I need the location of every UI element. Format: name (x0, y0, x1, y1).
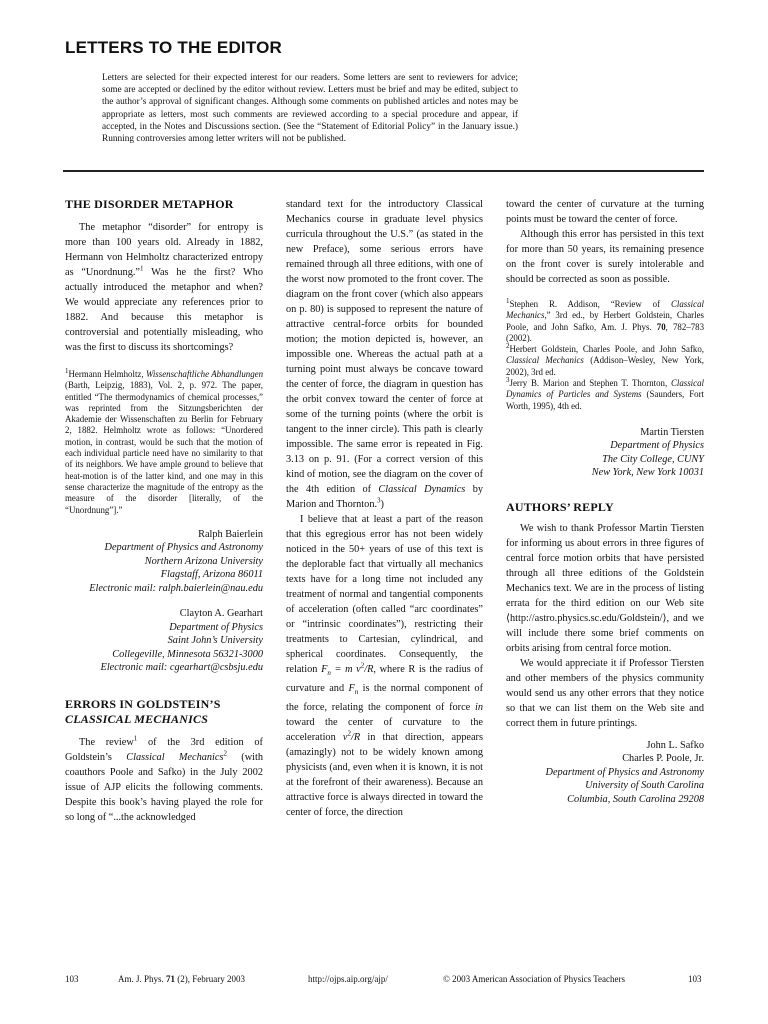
footnote-ref: 1 (139, 264, 144, 273)
paragraph-text: standard text for the introductory Classical Mechanics course in graduate level physics curricula throughout the U.S.” (as stated in the new Preface), some serious errors have remained through all three editions, with one of the worst now promoted to the front cover. The diagram on the front cover (which also appears on p. 80) is supposed to represent the nature of attractive central-force orbits for bounded motion; the motion depicted is, however, an impossible one. Whereas the actual path at a turning point must always be concave toward the center of force, the diagram in question has the orbit convex toward the center of force at some of the turning points (where the orbit is tangent to the inner circle). This path is clearly impossible. The same error is repeated in Fig. 3.13 on p. 91. (For a correct version of this kind of motion, see the diagram on the cover of the 4th edition of (286, 199, 483, 495)
letter-title-line: ERRORS IN GOLDSTEIN’S (65, 696, 221, 711)
footnote-number: 3 (506, 376, 510, 385)
book-title: Classical Mechanics (506, 299, 704, 321)
footnote (506, 378, 704, 412)
equation-superscript: 2 (360, 661, 365, 670)
author-name: Ralph Baierlein (198, 528, 263, 540)
footnote-number: 2 (506, 342, 510, 351)
equation-symbol: F (321, 664, 328, 675)
equation-symbol: v (342, 732, 348, 744)
letter-paragraph: toward the center of curvature at the turning points must be toward the center of force. (506, 199, 704, 225)
reply-paragraph: We wish to thank Professor Martin Tiersten for informing us about errors in three figures of central force motion orbits that have persisted through all three editions of the Goldstein Mechanics text. We are in the process of listing errata for the third edition on our Web site ⟨http://astro.physics.sc.edu/Goldstein/⟩, and we will include there some brief comments on orbits arising from central force motion. (506, 522, 704, 654)
journal-issue: (2), February 2003 (175, 974, 245, 984)
letter-title-line: CLASSICAL MECHANICS (65, 711, 209, 726)
reply-title: AUTHORS’ REPLY (506, 499, 614, 514)
equation-symbol: F (348, 683, 355, 695)
author-affiliation: Saint John’s University (167, 635, 263, 647)
author-email: Electronic mail: ralph.baierlein@nau.edu (89, 582, 263, 594)
footnote-text: Jerry B. Marion and Stephen T. Thornton, (509, 378, 671, 389)
signature-block (506, 739, 704, 807)
author-affiliation: University of South Carolina (585, 780, 704, 792)
editorial-intro: Letters are selected for their expected interest for our readers. Some letters are sent to reviewers for advice; some are accepted or declined by the editor without review. Letters must be brief and may be edited, subject to the author’s approval of significant changes. Although some comments on published articles and notes may be appropriate as letters, most such comments are reviewed according to a special procedure and appear, if accepted, in the Notes and Discussions section. (See the “Statement of Editorial Policy” in the January issue.) Running controversies among letter writers will not be published. (102, 73, 518, 145)
page-number-left: 103 (65, 974, 79, 984)
book-title: Classical Dynamics of Particles and Systems (506, 378, 704, 400)
letter-paragraph (65, 735, 263, 825)
author-address: Flagstaff, Arizona 86011 (160, 569, 263, 581)
paragraph-text: in that direction, appears (amazingly) not to be widely known among physicists (and, even when it is known, it is not at the forefront of their awareness). Because an attractive force is always directed in toward the center of force, the direction (286, 732, 483, 819)
author-name: John L. Safko (646, 739, 704, 751)
footnote (506, 299, 704, 344)
paragraph-text: toward the center of curvature to the acceleration (286, 717, 483, 744)
equation-subscript: n (327, 669, 331, 678)
header-rule (63, 170, 704, 172)
author-affiliation: Department of Physics and Astronomy (104, 542, 263, 554)
letter-paragraph (65, 220, 263, 355)
column-1 (65, 197, 263, 825)
author-name: Martin Tiersten (640, 426, 704, 438)
author-affiliation: Department of Physics (169, 621, 263, 633)
author-address: Columbia, South Carolina 29208 (567, 793, 704, 805)
journal-url[interactable]: http://ojps.aip.org/ajp/ (308, 974, 388, 984)
footnote-number: 1 (506, 297, 510, 306)
signature-block (506, 426, 704, 480)
equation-symbol: /R (351, 732, 361, 744)
book-title: Classical Mechanics (126, 751, 224, 763)
copyright-notice: © 2003 American Association of Physics Teachers (443, 974, 626, 984)
journal-name: Am. J. Phys. (118, 974, 167, 984)
footnote-text: (Saunders, Fort Worth, 1995), 4th ed. (506, 389, 704, 411)
signature-block (65, 528, 263, 596)
letter-paragraph (286, 512, 483, 820)
footnote (506, 344, 704, 378)
page-number-right: 103 (688, 974, 702, 984)
paragraph-text: by Marion and Thornton. (286, 484, 483, 510)
paragraph-text: Was he the first? Who actually introduced the metaphor and when? We would appreciate any references prior to 1882. And because this metaphor is controversial and potentially misleading, who was the first to discuss its shortcomings? (65, 267, 263, 353)
reply-paragraph: We would appreciate it if Professor Tiersten and other members of the physics community would send us any other errors that they notice so that we can list them on the Web site and correct them in future printings. (506, 657, 704, 729)
author-name: Clayton A. Gearhart (179, 608, 263, 620)
equation-symbol: = m v (330, 664, 361, 675)
book-title: Classical Dynamics (378, 484, 466, 495)
paragraph-text: is the normal component of the force, relating the component of force (286, 683, 483, 714)
journal-volume: 71 (166, 974, 176, 984)
section-title: LETTERS TO THE EDITOR (65, 38, 283, 57)
footnote-text: (Addison–Wesley, New York, 2002), 3rd ed. (506, 355, 704, 377)
footnote-text: Stephen R. Addison, “Review of (509, 299, 671, 309)
author-email: Electronic mail: cgearhart@csbsju.edu (100, 662, 263, 674)
paragraph-text: , where R is the radius of curvature and (286, 664, 483, 695)
journal-citation (118, 974, 245, 985)
author-affiliation: The City College, CUNY (602, 453, 704, 465)
footnote-ref: 1 (133, 734, 138, 743)
letter-title (65, 697, 263, 727)
letter-paragraph: Although this error has persisted in this text for more than 50 years, its remaining presence on the front cover is surely intolerable and should be corrected as soon as possible. (506, 229, 704, 285)
footnote-text: (Barth, Leipzig, 1883), Vol. 2, p. 972. The paper, entitled “The thermodynamics of chemical processes,” was reprinted from the Sitzungsberichten der Akademie der Wissenschaften zu Berlin for February 2, 1882. Helmholtz wrote as follows: “Unordered motion, in contrast, would be such that the motion of each individual particle need have no similarity to that of its neighbors. We have ample ground to believe that heat-motion is of the latter kind, and one may in this sense characterize the magnitude of the entropy as the measure of the disorder [literally, of the “Unordnung”].” (65, 380, 263, 515)
footnote-text: , 782–783 (2002). (506, 321, 705, 343)
equation-symbol: /R (364, 664, 374, 675)
letter-paragraph (286, 197, 483, 512)
volume-number: 70 (656, 321, 666, 332)
footnote (65, 369, 263, 516)
paragraph-text: The review (79, 736, 134, 748)
footnote-ref: 3 (377, 496, 381, 505)
author-name: Charles P. Poole, Jr. (622, 753, 704, 765)
paragraph-text: I believe that at least a part of the reason that this egregious error has not been widely noticed in the 50+ years of use of this text is the deplorable fact that virtually all mechanics texts have for a long time not included any treatment of normal and tangential components of acceleration (often called “arc coordinates” or “intrinsic coordinates”), restricting their treatments to Cartesian, cylindrical, and spherical coordinates. Consequently, the relation (286, 514, 483, 675)
equation-superscript: 2 (347, 729, 351, 738)
footnote-work-title: Wissenschaftliche Abhandlungen (145, 369, 264, 379)
author-address: Collegeville, Minnesota 56321-3000 (112, 648, 263, 660)
paragraph-text: (with coauthors Poole and Safko) in the July 2002 issue of AJP elicits the following comments. Despite this book’s having played the role for so long of “...the acknowledged (65, 751, 264, 823)
footnote-text: Hermann Helmholtz, (68, 369, 146, 379)
author-affiliation: Northern Arizona University (144, 555, 263, 567)
paragraph-text: ) (380, 499, 384, 510)
paragraph-text: of the 3rd edition of Goldstein’s (65, 736, 263, 763)
column-2 (286, 197, 483, 820)
author-affiliation: Department of Physics and Astronomy (545, 766, 704, 778)
author-address: New York, New York 10031 (591, 467, 704, 479)
letter-title: THE DISORDER METAPHOR (65, 197, 234, 211)
column-3 (506, 197, 704, 806)
footnote-ref: 2 (223, 749, 227, 758)
footnote-text: ,” 3rd ed., by Herbert Goldstein, Charles Poole, and John Safko, Am. J. Phys. (506, 310, 704, 332)
emphasis-text: in (474, 702, 483, 714)
footnote-text: Herbert Goldstein, Charles Poole, and John Safko, (509, 344, 704, 355)
book-title: Classical Mechanics (506, 355, 584, 366)
paragraph-text: The metaphor “disorder” for entropy is more than 100 years old. Already in 1882, Hermann von Helmholtz characterized entropy as “Unordnung.” (65, 222, 263, 278)
footnotes (506, 299, 704, 412)
equation-subscript: n (354, 688, 359, 697)
footnote-number: 1 (65, 367, 69, 376)
author-affiliation: Department of Physics (610, 440, 704, 452)
signature-block (65, 607, 263, 675)
